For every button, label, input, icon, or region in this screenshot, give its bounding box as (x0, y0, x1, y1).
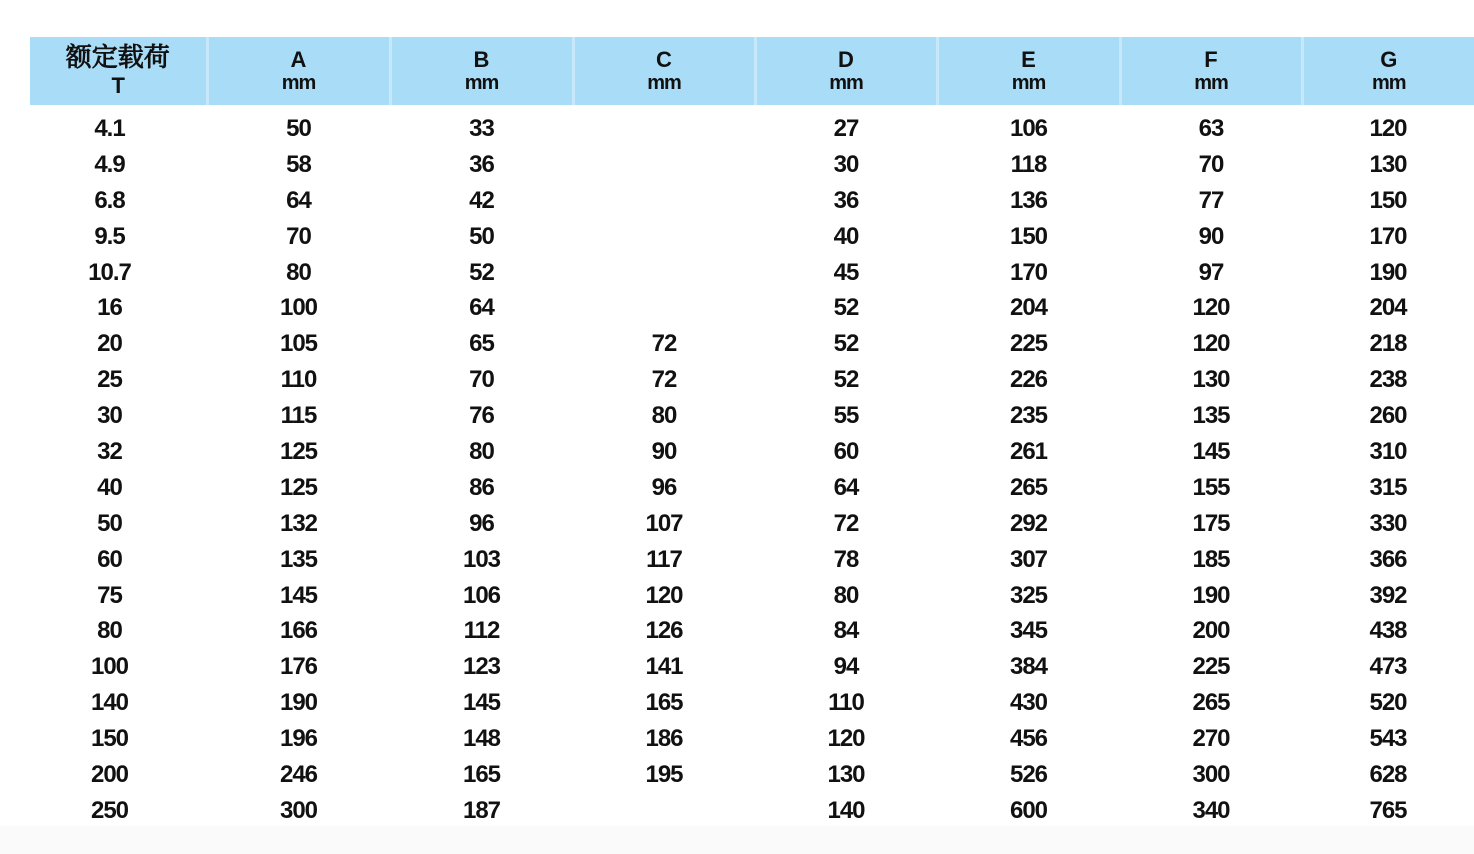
cell-c: 72 (651, 366, 677, 394)
table-row (30, 613, 1474, 649)
header-unit: T (111, 73, 124, 99)
cell-d: 78 (833, 545, 859, 573)
cell-g: 190 (1369, 258, 1407, 286)
cell-g: 438 (1369, 617, 1407, 645)
cell-a: 190 (279, 689, 318, 717)
cell-c: 90 (651, 437, 677, 465)
cell-g: 520 (1369, 689, 1407, 717)
cell-rated-load: 20 (97, 330, 122, 358)
cell-a: 166 (279, 617, 318, 645)
table-row (30, 578, 1474, 614)
cell-g: 366 (1369, 545, 1407, 573)
cell-b: 187 (462, 796, 501, 824)
cell-b: 103 (462, 545, 501, 573)
table-row (30, 649, 1474, 685)
cell-e: 150 (1009, 222, 1048, 250)
cell-b: 96 (469, 509, 494, 537)
cell-f: 340 (1192, 796, 1230, 824)
cell-g: 543 (1369, 725, 1407, 753)
cell-a: 132 (279, 509, 318, 537)
cell-rated-load: 200 (90, 760, 129, 788)
cell-g: 218 (1369, 330, 1407, 358)
cell-e: 118 (1010, 150, 1047, 178)
cell-rated-load: 80 (97, 617, 122, 645)
cell-g: 260 (1369, 402, 1407, 430)
cell-d: 60 (833, 437, 859, 465)
header-name: F (1204, 46, 1218, 72)
table-row (30, 470, 1474, 506)
cell-g: 204 (1369, 294, 1407, 322)
cell-c (573, 219, 755, 255)
cell-a: 125 (279, 437, 318, 465)
cell-g: 120 (1369, 114, 1407, 142)
cell-g: 130 (1369, 150, 1407, 178)
cell-rated-load: 4.1 (94, 114, 125, 142)
cell-f: 135 (1192, 402, 1230, 430)
cell-f: 130 (1192, 366, 1230, 394)
cell-b: 148 (462, 725, 501, 753)
cell-c: 107 (645, 509, 683, 537)
cell-f: 120 (1192, 294, 1230, 322)
cell-f: 185 (1192, 545, 1230, 573)
cell-f: 270 (1192, 725, 1230, 753)
cell-c: 72 (651, 330, 677, 358)
cell-e: 235 (1009, 402, 1048, 430)
cell-rated-load: 25 (97, 366, 122, 394)
cell-e: 106 (1009, 114, 1048, 142)
cell-a: 70 (286, 222, 311, 250)
table-row (30, 255, 1474, 291)
cell-f: 97 (1198, 258, 1224, 286)
header-unit: mm (1011, 72, 1046, 95)
cell-d: 120 (827, 725, 865, 753)
cell-rated-load: 250 (90, 796, 129, 824)
cell-b: 112 (463, 617, 500, 645)
cell-e: 261 (1009, 437, 1048, 465)
cell-e: 292 (1009, 509, 1048, 537)
cell-a: 196 (279, 725, 318, 753)
table-row (30, 362, 1474, 398)
cell-f: 77 (1198, 186, 1224, 214)
cell-e: 430 (1009, 689, 1048, 717)
cell-c: 117 (646, 545, 682, 573)
header-e (937, 37, 1120, 105)
cell-g: 150 (1369, 186, 1407, 214)
cell-d: 80 (833, 581, 859, 609)
cell-d: 36 (833, 186, 859, 214)
cell-a: 105 (279, 330, 318, 358)
cell-g: 238 (1369, 366, 1407, 394)
cell-f: 70 (1198, 150, 1224, 178)
header-d (755, 37, 937, 105)
cell-e: 456 (1009, 725, 1048, 753)
cell-d: 30 (833, 150, 859, 178)
cell-a: 110 (280, 366, 317, 394)
cell-a: 300 (279, 796, 318, 824)
table-row (30, 398, 1474, 434)
cell-rated-load: 16 (97, 294, 122, 322)
cell-f: 63 (1198, 114, 1224, 142)
cell-b: 65 (469, 330, 494, 358)
cell-b: 123 (462, 653, 501, 681)
cell-a: 145 (279, 581, 318, 609)
cell-d: 40 (833, 222, 859, 250)
table-row (30, 290, 1474, 326)
cell-f: 300 (1192, 760, 1230, 788)
header-a (207, 37, 390, 105)
cell-c (573, 183, 755, 219)
cell-b: 36 (469, 150, 494, 178)
cell-c: 186 (645, 725, 683, 753)
cell-g: 310 (1369, 437, 1407, 465)
cell-rated-load: 75 (97, 581, 122, 609)
cell-e: 307 (1009, 545, 1048, 573)
header-b (390, 37, 573, 105)
cell-c (573, 105, 755, 147)
cell-e: 345 (1009, 617, 1048, 645)
cell-f: 155 (1192, 473, 1230, 501)
cell-e: 325 (1009, 581, 1048, 609)
header-f (1120, 37, 1302, 105)
cell-c: 120 (645, 581, 683, 609)
header-unit: mm (281, 72, 316, 95)
cell-c: 80 (651, 402, 677, 430)
cell-f: 190 (1192, 581, 1230, 609)
cell-a: 64 (286, 186, 311, 214)
cell-rated-load: 32 (97, 437, 122, 465)
cell-a: 135 (279, 545, 318, 573)
table-row (30, 721, 1474, 757)
cell-rated-load: 140 (90, 689, 129, 717)
cell-a: 125 (279, 473, 318, 501)
cell-d: 140 (827, 796, 865, 824)
table-row (30, 183, 1474, 219)
cell-g: 330 (1369, 509, 1407, 537)
cell-d: 72 (833, 509, 859, 537)
header-name: C (656, 46, 672, 72)
table-row (30, 147, 1474, 183)
cell-c: 141 (645, 653, 683, 681)
cell-b: 33 (469, 114, 494, 142)
cell-f: 265 (1192, 689, 1230, 717)
cell-e: 170 (1009, 258, 1048, 286)
cell-d: 94 (833, 653, 859, 681)
cell-d: 27 (833, 114, 859, 142)
cell-d: 52 (833, 294, 859, 322)
header-unit: mm (829, 72, 863, 95)
cell-d: 55 (833, 402, 859, 430)
cell-rated-load: 100 (90, 653, 129, 681)
cell-g: 628 (1369, 760, 1407, 788)
cell-e: 226 (1009, 366, 1048, 394)
cell-f: 200 (1192, 617, 1230, 645)
cell-a: 50 (286, 114, 311, 142)
cell-rated-load: 150 (90, 725, 129, 753)
cell-rated-load: 6.8 (94, 186, 125, 214)
cell-e: 384 (1009, 653, 1048, 681)
header-name: 额定载荷 (65, 42, 170, 73)
cell-b: 106 (462, 581, 501, 609)
cell-e: 204 (1009, 294, 1048, 322)
cell-f: 175 (1192, 509, 1230, 537)
cell-a: 115 (280, 402, 317, 430)
cell-a: 176 (279, 653, 318, 681)
cell-e: 526 (1009, 760, 1048, 788)
cell-d: 52 (833, 366, 859, 394)
table-row (30, 506, 1474, 542)
cell-rated-load: 50 (97, 509, 122, 537)
cell-f: 90 (1198, 222, 1224, 250)
cell-b: 52 (469, 258, 494, 286)
cell-b: 86 (469, 473, 494, 501)
cell-d: 45 (833, 258, 859, 286)
table-row (30, 326, 1474, 362)
cell-b: 64 (469, 294, 494, 322)
cell-g: 765 (1369, 796, 1407, 824)
table-row (30, 105, 1474, 147)
header-rated-load (30, 37, 207, 105)
header-name: A (290, 46, 307, 72)
header-unit: mm (1371, 72, 1406, 95)
cell-d: 84 (833, 617, 859, 645)
cell-rated-load: 40 (97, 473, 122, 501)
cell-e: 265 (1009, 473, 1048, 501)
cell-rated-load: 10.7 (88, 258, 131, 286)
cell-g: 392 (1369, 581, 1407, 609)
cell-e: 225 (1009, 330, 1048, 358)
cell-g: 473 (1369, 653, 1407, 681)
cell-c (573, 290, 755, 326)
cell-b: 42 (469, 186, 494, 214)
cell-b: 76 (469, 402, 494, 430)
cell-c: 195 (645, 760, 683, 788)
cell-f: 225 (1192, 653, 1230, 681)
cell-a: 246 (279, 760, 318, 788)
table-row (30, 757, 1474, 793)
header-g (1302, 37, 1474, 105)
cell-g: 170 (1369, 222, 1407, 250)
cell-e: 600 (1009, 796, 1048, 824)
cell-g: 315 (1369, 473, 1407, 501)
cell-d: 52 (833, 330, 859, 358)
table-row (30, 793, 1474, 829)
cell-b: 80 (469, 437, 494, 465)
cell-b: 50 (469, 222, 494, 250)
spec-table (30, 37, 1474, 829)
header-name: D (838, 46, 854, 72)
cell-rated-load: 60 (97, 545, 122, 573)
cell-rated-load: 30 (97, 402, 122, 430)
header-unit: mm (647, 72, 681, 95)
cell-c: 126 (645, 617, 683, 645)
cell-rated-load: 4.9 (94, 150, 125, 178)
header-unit: mm (1194, 72, 1228, 95)
bottom-margin (0, 826, 1474, 854)
table-row (30, 219, 1474, 255)
cell-a: 58 (286, 150, 311, 178)
table-row (30, 685, 1474, 721)
cell-b: 165 (462, 760, 501, 788)
table-header-row (30, 37, 1474, 105)
cell-c (573, 147, 755, 183)
cell-c: 165 (645, 689, 683, 717)
header-name: E (1021, 46, 1036, 72)
cell-c: 96 (651, 473, 677, 501)
cell-b: 145 (462, 689, 501, 717)
cell-d: 64 (833, 473, 859, 501)
cell-f: 120 (1192, 330, 1230, 358)
header-name: G (1380, 46, 1398, 72)
table-row (30, 434, 1474, 470)
cell-f: 145 (1192, 437, 1230, 465)
header-name: B (473, 46, 490, 72)
cell-c (573, 793, 755, 829)
table-row (30, 542, 1474, 578)
cell-e: 136 (1009, 186, 1048, 214)
cell-d: 110 (828, 689, 864, 717)
cell-a: 100 (279, 294, 318, 322)
cell-a: 80 (286, 258, 311, 286)
table-body (30, 105, 1474, 829)
cell-rated-load: 9.5 (94, 222, 125, 250)
header-c (573, 37, 755, 105)
header-unit: mm (464, 72, 499, 95)
cell-d: 130 (827, 760, 865, 788)
cell-c (573, 255, 755, 291)
cell-b: 70 (469, 366, 494, 394)
